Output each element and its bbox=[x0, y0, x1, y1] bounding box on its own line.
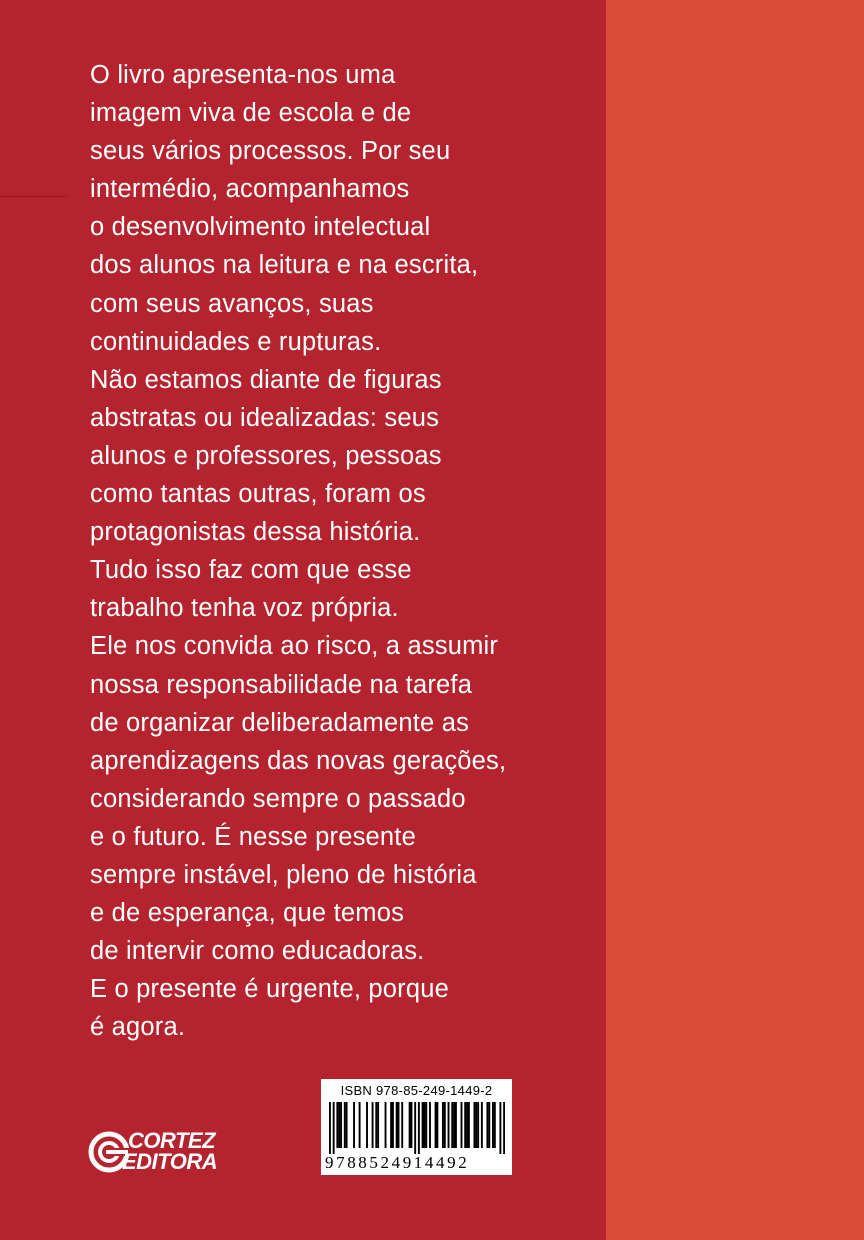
barcode-bar bbox=[396, 1102, 398, 1148]
barcode-bar bbox=[346, 1102, 348, 1148]
barcode-bar bbox=[436, 1102, 438, 1148]
blurb-line: trabalho tenha voz própria. bbox=[90, 594, 399, 623]
barcode-bar bbox=[435, 1102, 437, 1148]
barcode-bar bbox=[398, 1102, 400, 1148]
blurb-line: dos alunos na leitura e na escrita, bbox=[90, 251, 479, 280]
blurb-line: Tudo isso faz com que esse bbox=[90, 556, 412, 585]
blurb-line: protagonistas dessa história. bbox=[90, 518, 421, 547]
barcode-bar bbox=[390, 1102, 392, 1148]
barcode-bar bbox=[486, 1102, 488, 1148]
barcode-bar bbox=[429, 1102, 431, 1148]
barcode-bar bbox=[464, 1102, 466, 1148]
fold-mark bbox=[0, 196, 68, 197]
barcode-bar bbox=[468, 1102, 470, 1148]
blurb-line: e o futuro. É nesse presente bbox=[90, 822, 416, 851]
barcode-bar bbox=[333, 1102, 335, 1154]
barcode-bar bbox=[475, 1102, 477, 1148]
barcode-bar bbox=[423, 1102, 425, 1148]
blurb-line: como tantas outras, foram os bbox=[90, 480, 426, 509]
barcode-bar bbox=[366, 1102, 368, 1148]
blurb-line: O livro apresenta-nos uma bbox=[90, 61, 396, 89]
blurb-line: continuidades e rupturas. bbox=[90, 327, 382, 356]
barcode-bar bbox=[353, 1102, 355, 1148]
barcode-bar bbox=[481, 1102, 483, 1148]
blurb-line: e de esperança, que temos bbox=[90, 899, 405, 928]
barcode-bar bbox=[414, 1102, 416, 1154]
blurb-line: intermédio, acompanhamos bbox=[90, 175, 410, 204]
barcode-bar bbox=[477, 1102, 479, 1148]
barcode-bar bbox=[329, 1102, 331, 1154]
barcode-bar bbox=[448, 1102, 450, 1148]
barcode-bar bbox=[503, 1102, 505, 1154]
barcode-bar bbox=[344, 1102, 346, 1148]
barcode-bar bbox=[336, 1102, 338, 1148]
barcode-bar bbox=[451, 1102, 453, 1148]
barcode-bars bbox=[329, 1102, 505, 1154]
barcode-bar bbox=[340, 1102, 342, 1148]
barcode-bar bbox=[466, 1102, 468, 1148]
barcode-bar bbox=[418, 1102, 420, 1154]
barcode-bar bbox=[444, 1102, 446, 1148]
barcode-bar bbox=[409, 1102, 411, 1148]
blurb-line: sempre instável, pleno de história bbox=[90, 860, 477, 889]
blurb-line: imagem viva de escola e de bbox=[90, 99, 412, 128]
logo-word-editora: EDITORA bbox=[122, 1149, 218, 1174]
barcode-digits: 9788524914492 bbox=[325, 1153, 470, 1172]
barcode-bar bbox=[338, 1102, 340, 1148]
blurb-line: de organizar deliberadamente as bbox=[90, 708, 470, 737]
barcode-bar bbox=[392, 1102, 394, 1148]
blurb-line: o desenvolvimento intelectual bbox=[90, 213, 431, 242]
blurb-text bbox=[90, 56, 590, 1046]
barcode-bar bbox=[377, 1102, 379, 1148]
barcode-bar bbox=[453, 1102, 455, 1148]
logo-word-cortez: CORTEZ bbox=[128, 1128, 216, 1153]
blurb-line: nossa responsabilidade na tarefa bbox=[90, 670, 473, 699]
blurb-line: é agora. bbox=[90, 1013, 186, 1042]
barcode-bar bbox=[499, 1102, 501, 1154]
barcode-bar bbox=[442, 1102, 444, 1148]
barcode-bar bbox=[372, 1102, 374, 1148]
barcode-bar bbox=[488, 1102, 490, 1148]
blurb-line: abstratas ou idealizadas: seus bbox=[90, 403, 440, 432]
barcode-bar bbox=[474, 1102, 476, 1148]
blurb-line: E o presente é urgente, porque bbox=[90, 975, 450, 1004]
barcode-bar bbox=[455, 1102, 457, 1148]
barcode-bar bbox=[461, 1102, 463, 1148]
publisher-logo bbox=[88, 1128, 228, 1180]
isbn-barcode bbox=[321, 1079, 512, 1175]
isbn-label: ISBN 978-85-249-1449-2 bbox=[340, 1083, 493, 1098]
blurb-line: Não estamos diante de figuras bbox=[90, 365, 442, 394]
barcode-bar bbox=[401, 1102, 403, 1148]
barcode-bar bbox=[375, 1102, 377, 1148]
barcode-bar bbox=[425, 1102, 427, 1148]
barcode-bar bbox=[359, 1102, 361, 1148]
barcode-bar bbox=[411, 1102, 413, 1148]
blurb-line: de intervir como educadoras. bbox=[90, 937, 425, 966]
blurb-line: seus vários processos. Por seu bbox=[90, 137, 451, 166]
barcode-bar bbox=[492, 1102, 494, 1148]
blurb-line: aprendizagens das novas gerações, bbox=[90, 746, 507, 775]
barcode-bar bbox=[385, 1102, 387, 1148]
barcode-bar bbox=[494, 1102, 496, 1148]
blurb-line: alunos e professores, pessoas bbox=[90, 441, 442, 470]
blurb-line: com seus avanços, suas bbox=[90, 289, 374, 318]
blurb-line: considerando sempre o passado bbox=[90, 784, 466, 813]
spine-panel bbox=[606, 0, 864, 1240]
blurb-line: Ele nos convida ao risco, a assumir bbox=[90, 632, 499, 661]
barcode-bar bbox=[422, 1102, 424, 1148]
